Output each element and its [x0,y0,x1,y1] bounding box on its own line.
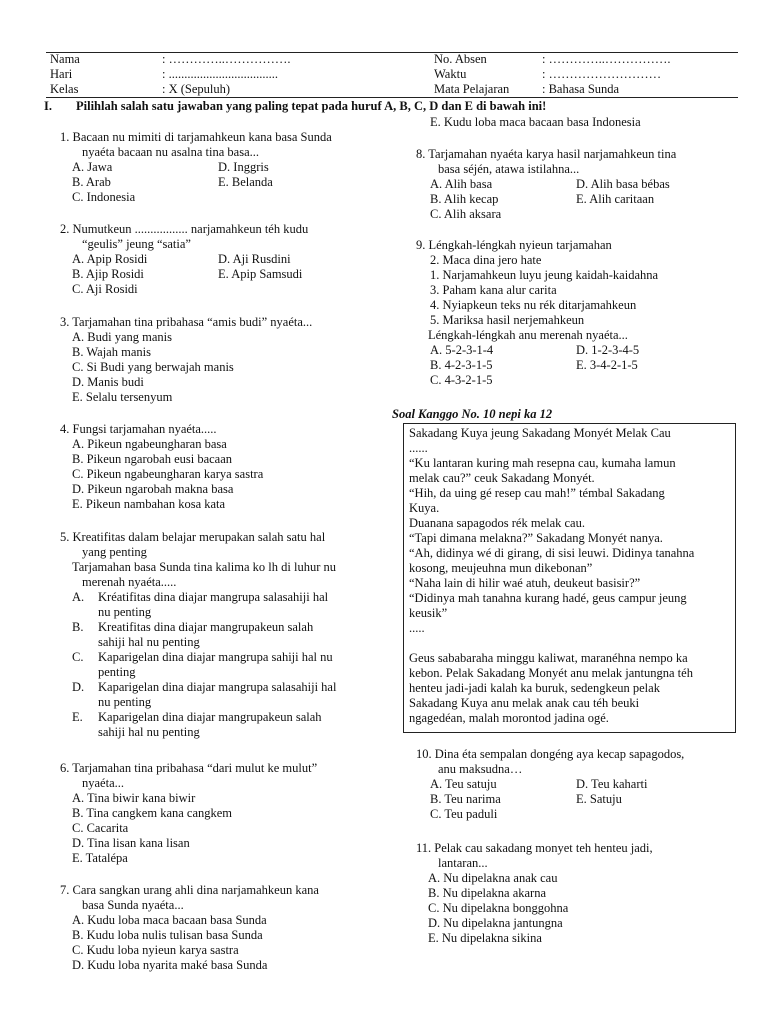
question-6 [60,761,317,866]
question-5-stem-cont-2: Tarjamahan basa Sunda tina kalima ko lh di luhur nu [72,560,336,574]
option-d[interactable]: D. Nu dipelakna jantungna [428,916,563,930]
option-a[interactable]: A. Alih basa [430,177,493,191]
option-b[interactable]: B. 4-2-3-1-5 [430,358,493,372]
question-3 [60,315,312,405]
question-9 [416,238,746,388]
time-field[interactable]: : ……………………… [542,67,662,81]
passage-line: “Ku lantaran kuring mah resepna cau, kumaha lamun [409,456,676,470]
question-9-stem: 9. Léngkah-léngkah nyieun tarjamahan [416,238,612,252]
subject-value: : Bahasa Sunda [542,82,620,96]
option-d[interactable]: D. Kudu loba nyarita maké basa Sunda [72,958,268,972]
question-10-stem: 10. Dina éta sempalan dongéng aya kecap sapagodos, [416,747,685,761]
option-a[interactable]: A. Apip Rosidi [72,252,148,266]
question-5-stem-cont-3: merenah nyaéta..... [82,575,177,589]
option-c[interactable]: C. Kaparigelan dina diajar mangrupa sahiji hal nu penting [72,650,333,679]
passage-line: melak cau?” ceuk Sakadang Monyét. [409,471,595,485]
option-a[interactable]: A. Nu dipelakna anak cau [428,871,558,885]
option-c[interactable]: C. Indonesia [72,190,136,204]
passage-line: “Tapi dimana melakna?” Sakadang Monyét nanya. [409,531,663,545]
option-b[interactable]: B. Teu narima [430,792,501,806]
step-item: 4. Nyiapkeun teks nu rék ditarjamahkeun [430,298,637,312]
question-10-stem-cont: anu maksudna… [438,762,523,776]
question-11-stem-cont: lantaran... [438,856,488,870]
question-8 [416,147,746,222]
question-2 [60,222,378,297]
passage-line: keusik” [409,606,448,620]
question-6-stem-cont: nyaéta... [82,776,124,790]
option-e[interactable]: E. Tatalépa [72,851,128,865]
class-value: : X (Sepuluh) [162,82,231,96]
question-1-stem-cont: nyaéta bacaan nu asalna tina basa... [82,145,259,159]
option-c[interactable]: C. Cacarita [72,821,129,835]
option-c[interactable]: C. Nu dipelakna bonggohna [428,901,569,915]
option-a[interactable]: A. Budi yang manis [72,330,172,344]
section-number: I. [44,99,52,113]
name-field[interactable]: : …………..……………. [162,52,291,66]
question-11-stem: 11. Pelak cau sakadang monyet teh henteu jadi, [416,841,653,855]
step-item: 5. Mariksa hasil nerjemahkeun [430,313,585,327]
passage-line: Geus sababaraha minggu kaliwat, maranéhna nempo ka [409,651,688,665]
passage-line: kosong, meujeuhna mun dikebonan” [409,561,593,575]
question-3-stem: 3. Tarjamahan tina pribahasa “amis budi” nyaéta... [60,315,313,329]
time-label: Waktu [434,67,467,81]
question-2-stem-cont: “geulis” jeung “satia” [82,237,191,251]
absen-label: No. Absen [434,52,487,66]
option-b[interactable]: B. Ajip Rosidi [72,267,144,281]
question-10 [416,747,746,822]
name-label: Nama [50,52,80,66]
passage-line: “Ah, didinya wé di girang, di sisi leuwi. Didinya tanahna [409,546,695,560]
option-b[interactable]: B. Arab [72,175,111,189]
class-label: Kelas [50,82,79,96]
option-b[interactable]: B. Pikeun ngarobah eusi bacaan [72,452,233,466]
option-d[interactable]: D. Pikeun ngarobah makna basa [72,482,234,496]
passage-line: “Hih, da uing gé resep cau mah!” témbal Sakadang [409,486,665,500]
question-4-stem: 4. Fungsi tarjamahan nyaéta..... [60,422,217,436]
step-item: 3. Paham kana alur carita [430,283,557,297]
option-e[interactable]: E. Apip Samsudi [218,267,303,281]
option-e[interactable]: E. Satuju [576,792,622,806]
option-b[interactable]: B. Kudu loba nulis tulisan basa Sunda [72,928,263,942]
option-a[interactable]: A. Jawa [72,160,113,174]
option-a[interactable]: A. Teu satuju [430,777,497,791]
option-c[interactable]: C. Alih aksara [430,207,502,221]
question-11 [416,841,653,946]
passage-line: Sakadang Kuya anu melak anak cau téh beuki [409,696,640,710]
option-b[interactable]: B. Kreatifitas dina diajar mangrupakeun salah sahiji hal nu penting [72,620,314,649]
absen-field[interactable]: : …………..……………. [542,52,671,66]
option-c[interactable]: C. Kudu loba nyieun karya sastra [72,943,239,957]
passage-heading: Soal Kanggo No. 10 nepi ka 12 [392,407,553,421]
question-7-stem-cont: basa Sunda nyaéta... [82,898,184,912]
passage-line: Duanana sapagodos rék melak cau. [409,516,585,530]
question-8-stem-cont: basa séjén, atawa istilahna... [438,162,580,176]
passage-title: Sakadang Kuya jeung Sakadang Monyét Melak Cau [409,426,671,440]
option-b[interactable]: B. Alih kecap [430,192,499,206]
section-instruction: Pilihlah salah satu jawaban yang paling tepat pada huruf A, B, C, D dan E di bawah ini! [76,99,547,113]
option-b[interactable]: B. Tina cangkem kana cangkem [72,806,233,820]
option-d[interactable]: D. Teu kaharti [576,777,648,791]
option-c[interactable]: C. Teu paduli [430,807,498,821]
passage-line: “Didinya mah tanahna kurang hadé, geus campur jeung [409,591,687,605]
option-d[interactable]: D. Tina lisan kana lisan [72,836,190,850]
passage-line: “Naha lain di hilir waé atuh, deukeut basisir?” [409,576,641,590]
subject-label: Mata Pelajaran [434,82,510,96]
step-item: 1. Narjamahkeun luyu jeung kaidah-kaidahna [430,268,659,282]
option-a[interactable]: A. Kudu loba maca bacaan basa Sunda [72,913,267,927]
option-a[interactable]: A. Tina biwir kana biwir [72,791,196,805]
passage-line: ngagedéan, malah morontod jadina ogé. [409,711,609,725]
header-bottom-rule [46,97,738,98]
option-b[interactable]: B. Wajah manis [72,345,151,359]
question-5-stem: 5. Kreatifitas dalam belajar merupakan salah satu hal [60,530,326,544]
option-a[interactable]: A. Pikeun ngabeungharan basa [72,437,227,451]
option-d[interactable]: D. 1-2-3-4-5 [576,343,640,357]
question-1 [60,130,378,205]
day-label: Hari [50,67,73,81]
question-7-stem: 7. Cara sangkan urang ahli dina narjamahkeun kana [60,883,319,897]
option-e[interactable]: E. 3-4-2-1-5 [576,358,638,372]
passage-line: ..... [409,621,425,635]
option-e[interactable]: E. Kaparigelan dina diajar mangrupakeun salah sahiji hal nu penting [72,710,322,739]
option-e[interactable]: E. Nu dipelakna sikina [428,931,542,945]
question-7-option-e[interactable]: E. Kudu loba maca bacaan basa Indonesia [430,115,641,129]
option-c[interactable]: C. Aji Rosidi [72,282,138,296]
step-item: 2. Maca dina jero hate [430,253,542,267]
question-2-stem: 2. Numutkeun ................. narjamahkeun téh kudu [60,222,309,236]
passage-line: ...... [409,441,428,455]
question-1-stem: 1. Bacaan nu mimiti di tarjamahkeun kana basa Sunda [60,130,332,144]
question-6-stem: 6. Tarjamahan tina pribahasa “dari mulut ke mulut” [60,761,318,775]
day-field[interactable]: : ................................... [162,67,278,81]
question-9-ask: Léngkah-léngkah anu merenah nyaéta... [428,328,628,342]
option-d[interactable]: D. Alih basa bébas [576,177,670,191]
option-e[interactable]: E. Pikeun nambahan kosa kata [72,497,226,511]
passage-line: Kuya. [409,501,440,515]
option-a[interactable]: A. 5-2-3-1-4 [430,343,494,357]
passage-line: kebon. Pelak Sakadang Monyét anu melak jantungna téh [409,666,693,680]
option-d[interactable]: D. Kaparigelan dina diajar mangrupa salasahiji hal nu penting [72,680,337,709]
option-c[interactable]: C. 4-3-2-1-5 [430,373,493,387]
question-4 [60,422,263,512]
option-d[interactable]: D. Aji Rusdini [218,252,291,266]
option-c[interactable]: C. Pikeun ngabeungharan karya sastra [72,467,264,481]
option-e[interactable]: E. Belanda [218,175,273,189]
option-c[interactable]: C. Si Budi yang berwajah manis [72,360,234,374]
option-d[interactable]: D. Inggris [218,160,269,174]
passage-line: henteu jadi-jadi kalah ka buruk, sedengkeun pelak [409,681,660,695]
option-d[interactable]: D. Manis budi [72,375,144,389]
option-a[interactable]: A. Kréatifitas dina diajar mangrupa salasahiji hal nu penting [72,590,329,619]
option-e[interactable]: E. Selalu tersenyum [72,390,173,404]
passage-box [403,423,736,733]
question-7 [60,883,319,973]
question-5-stem-cont: yang penting [82,545,147,559]
question-8-stem: 8. Tarjamahan nyaéta karya hasil narjamahkeun tina [416,147,677,161]
option-e[interactable]: E. Alih caritaan [576,192,655,206]
question-5 [60,530,368,740]
option-b[interactable]: B. Nu dipelakna akarna [428,886,547,900]
